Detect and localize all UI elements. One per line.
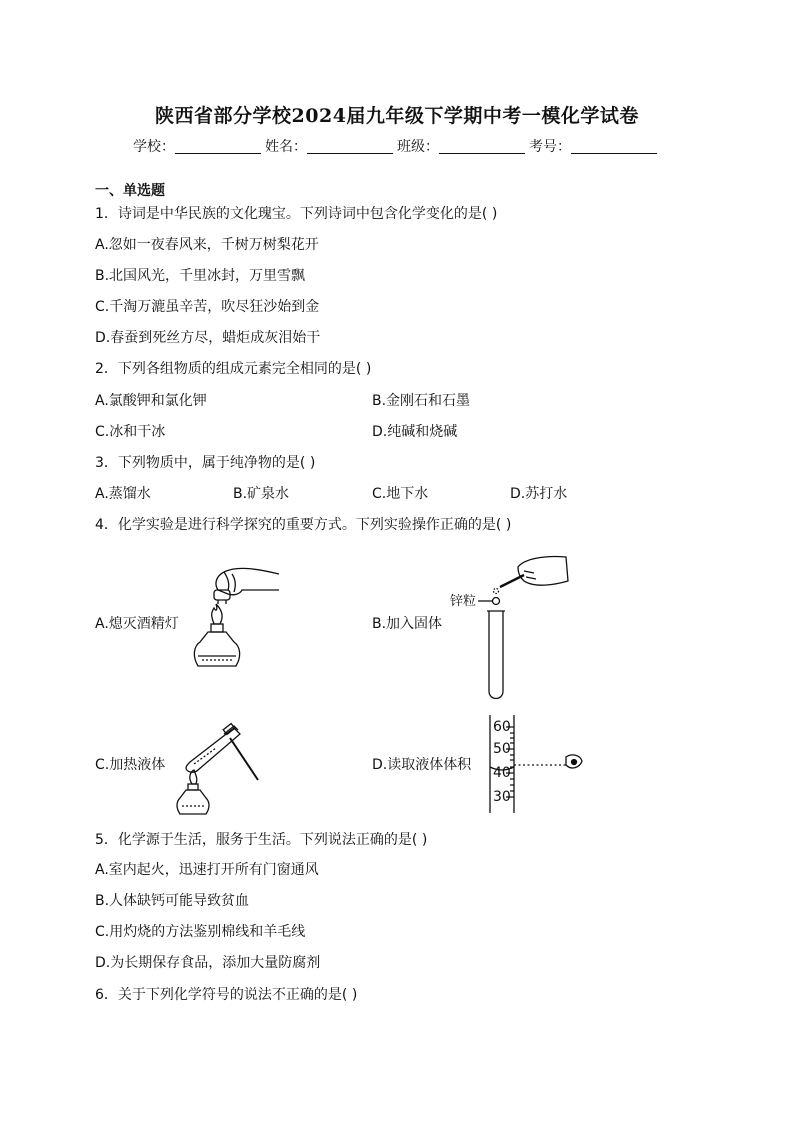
scale-label-60: 60 xyxy=(493,719,511,735)
class-blank[interactable] xyxy=(439,139,525,154)
q5-stem: 5．化学源于生活，服务于生活。下列说法正确的是( ) xyxy=(95,832,428,848)
name-blank[interactable] xyxy=(307,139,393,154)
class-label: 班级： xyxy=(397,139,439,155)
q5-option-b: B.人体缺钙可能导致贫血 xyxy=(95,893,250,909)
q2-option-c: C.冰和干冰 xyxy=(95,424,166,440)
q1-option-c: C.千淘万漉虽辛苦，吹尽狂沙始到金 xyxy=(95,299,320,315)
figure-heat-liquid xyxy=(172,718,272,818)
school-label: 学校： xyxy=(133,139,175,155)
figure-add-solid xyxy=(448,553,578,703)
q3-option-d: D.苏打水 xyxy=(510,486,568,502)
scale-label-50: 50 xyxy=(493,741,511,757)
q1-option-a: A.忽如一夜春风来，千树万树梨花开 xyxy=(95,237,319,253)
q2-stem: 2．下列各组物质的组成元素完全相同的是( ) xyxy=(95,361,372,377)
q4-stem: 4．化学实验是进行科学探究的重要方式。下列实验操作正确的是( ) xyxy=(95,517,512,533)
q2-option-a: A.氯酸钾和氯化钾 xyxy=(95,393,207,409)
number-blank[interactable] xyxy=(571,139,657,154)
section-heading: 一、单选题 xyxy=(95,183,165,199)
q6-stem: 6．关于下列化学符号的说法不正确的是( ) xyxy=(95,987,358,1003)
q4-option-b: B.加入固体 xyxy=(372,616,443,632)
q1-option-d: D.春蚕到死丝方尽，蜡炬成灰泪始干 xyxy=(95,330,321,346)
q4-option-d: D.读取液体体积 xyxy=(372,757,472,773)
q4-option-a: A.熄灭酒精灯 xyxy=(95,616,179,632)
q3-option-c: C.地下水 xyxy=(372,486,429,502)
q3-option-b: B.矿泉水 xyxy=(233,486,290,502)
q1-stem: 1．诗词是中华民族的文化瑰宝。下列诗词中包含化学变化的是( ) xyxy=(95,206,498,222)
school-blank[interactable] xyxy=(175,139,261,154)
number-label: 考号： xyxy=(529,139,571,155)
figure-read-volume xyxy=(484,713,594,818)
page-title: 陕西省部分学校2024届九年级下学期中考一模化学试卷 xyxy=(155,105,639,127)
q1-option-b: B.北国风光，千里冰封，万里雪飘 xyxy=(95,268,306,284)
scale-label-30: 30 xyxy=(493,789,511,805)
q5-option-a: A.室内起火，迅速打开所有门窗通风 xyxy=(95,862,319,878)
q2-option-d: D.纯碱和烧碱 xyxy=(372,424,458,440)
q3-stem: 3．下列物质中，属于纯净物的是( ) xyxy=(95,455,316,471)
scale-label-40: 40 xyxy=(493,765,511,781)
zinc-label: 锌粒 xyxy=(450,594,477,609)
student-info-line xyxy=(0,136,794,156)
q2-option-b: B.金刚石和石墨 xyxy=(372,393,471,409)
q5-option-c: C.用灼烧的方法鉴别棉线和羊毛线 xyxy=(95,924,306,940)
figure-extinguish-lamp xyxy=(184,560,284,685)
q3-option-a: A.蒸馏水 xyxy=(95,486,151,502)
q5-option-d: D.为长期保存食品，添加大量防腐剂 xyxy=(95,955,321,971)
name-label: 姓名： xyxy=(265,139,307,155)
q4-option-c: C.加热液体 xyxy=(95,757,166,773)
